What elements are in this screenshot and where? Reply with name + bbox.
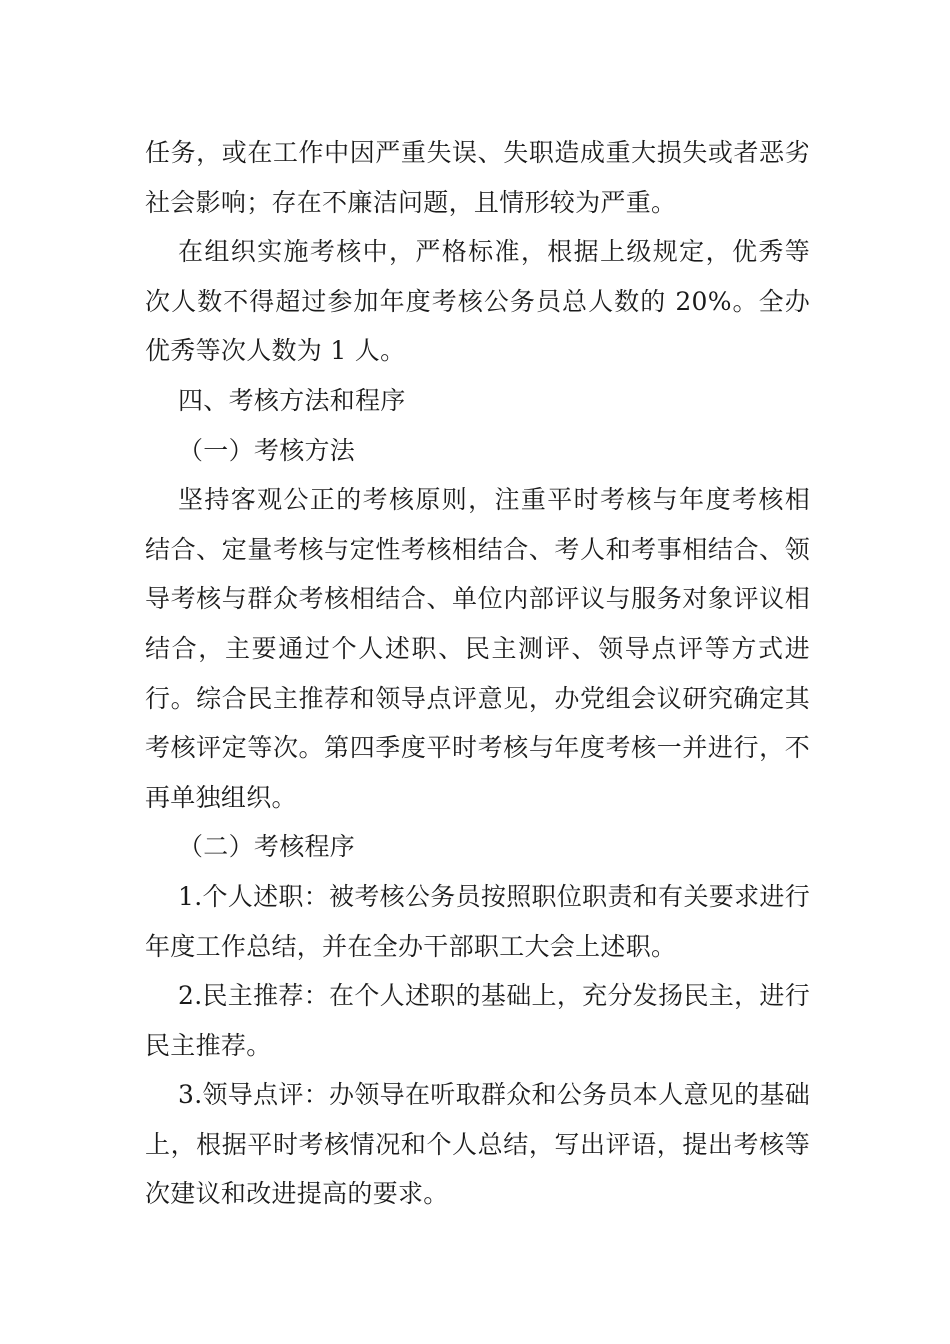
paragraph-step-leader-review: 3.领导点评：办领导在听取群众和公务员本人意见的基础上，根据平时考核情况和个人总结，写出评语，提出考核等次建议和改进提高的要求。 xyxy=(145,1080,810,1209)
paragraph-continuation: 任务，或在工作中因严重失误、失职造成重大损失或者恶劣社会影响；存在不廉洁问题，且情形较为严重。 xyxy=(145,138,810,217)
subheading-assessment-methods: （一）考核方法 xyxy=(178,435,356,465)
paragraph-step-democratic-recommendation: 2.民主推荐：在个人述职的基础上，充分发扬民主，进行民主推荐。 xyxy=(145,981,810,1060)
subheading-assessment-procedures: （二）考核程序 xyxy=(178,832,356,862)
section-heading-methods-procedures: 四、考核方法和程序 xyxy=(178,385,406,415)
paragraph-assessment-methods: 坚持客观公正的考核原则，注重平时考核与年度考核相结合、定量考核与定性考核相结合、考人和考事相结合、领导考核与群众考核相结合、单位内部评议与服务对象评议相结合，主要通过个人述职、民主测评、领导点评等方式进行。综合民主推荐和领导点评意见，办党组会议研究确定其考核评定等次。第四季度平时考核与年度考核一并进行，不再单独组织。 xyxy=(145,485,810,812)
paragraph-excellent-quota: 在组织实施考核中，严格标准，根据上级规定，优秀等次人数不得超过参加年度考核公务员总人数的 20%。全办优秀等次人数为 1 人。 xyxy=(145,237,810,366)
document-body xyxy=(145,128,810,1219)
paragraph-step-personal-report: 1.个人述职：被考核公务员按照职位职责和有关要求进行年度工作总结，并在全办干部职工大会上述职。 xyxy=(145,881,810,961)
